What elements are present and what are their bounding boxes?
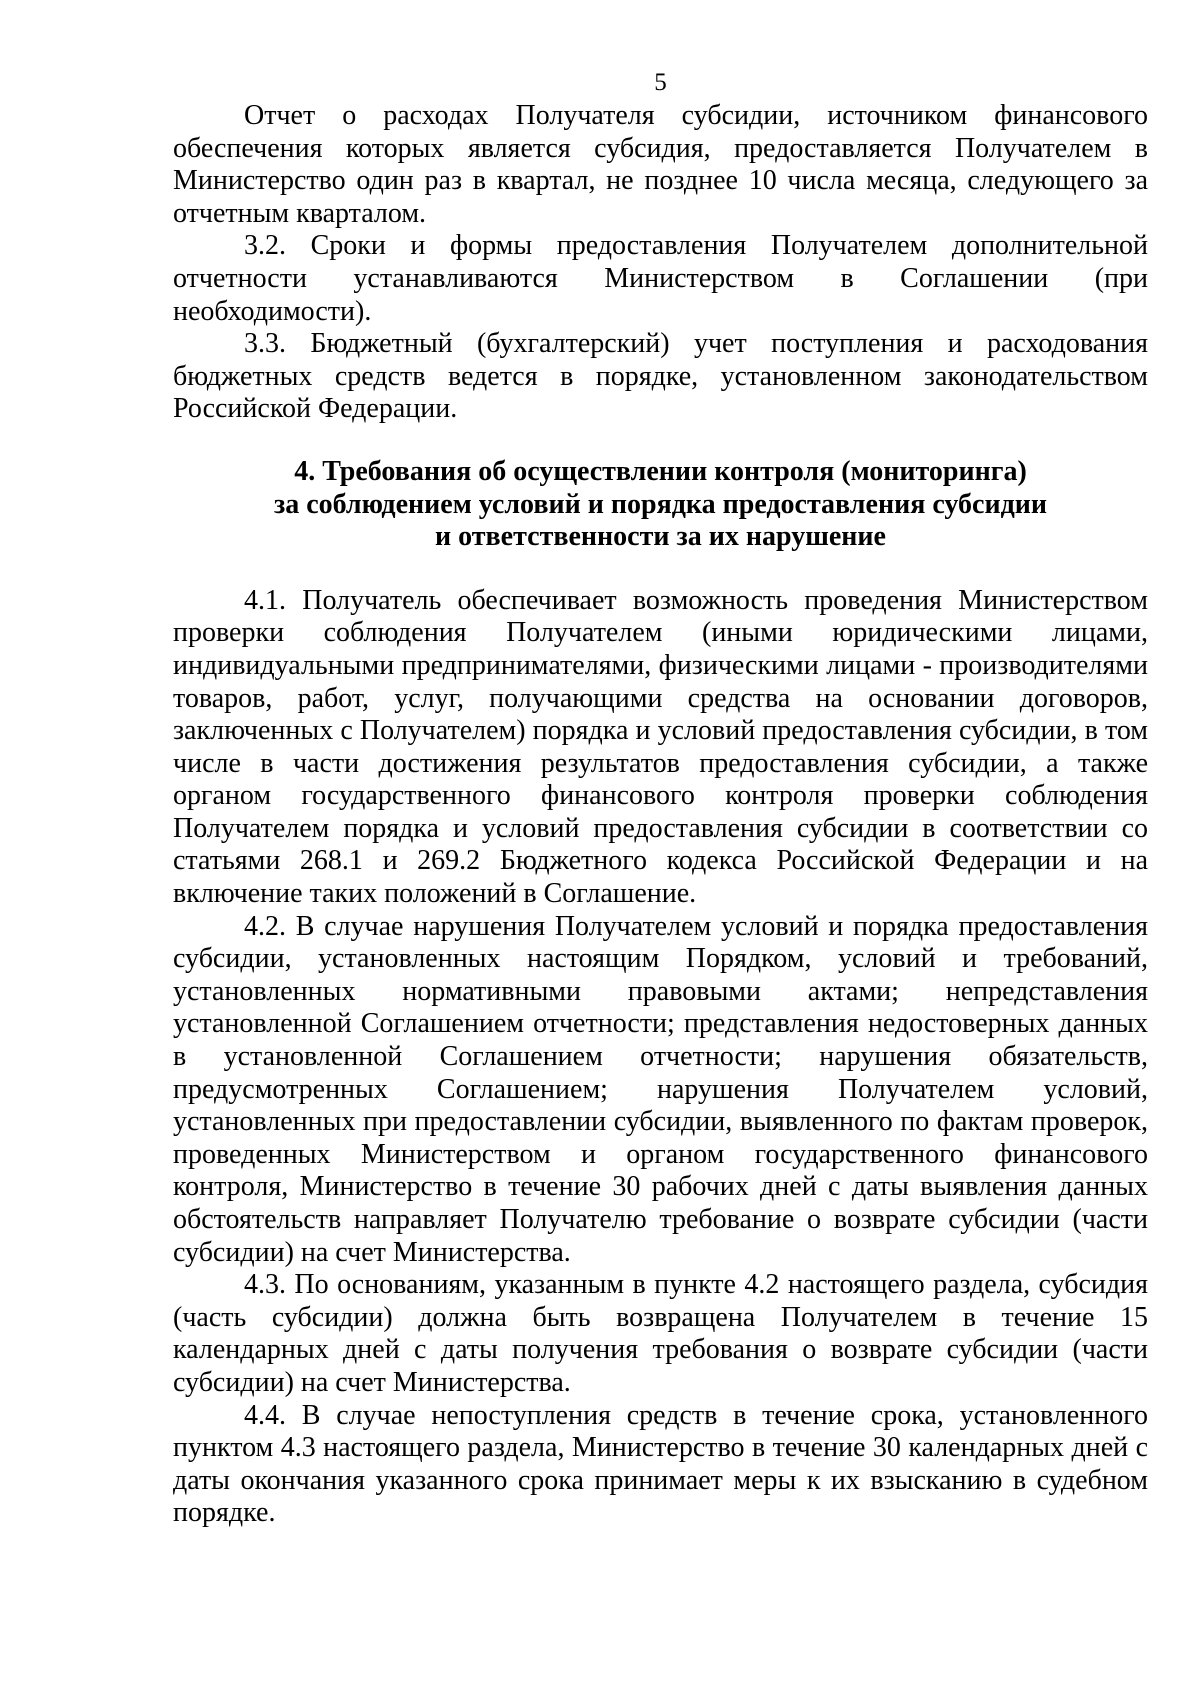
- paragraph-4-3: 4.3. По основаниям, указанным в пункте 4.2 настоящего раздела, субсидия (часть субсидии) должна быть возвращена Получателем в течение 15 календарных дней с даты получения требования о возврате субсидии (части субсидии) на счет Министерства.: [173, 1269, 1148, 1398]
- page-number: 5: [654, 69, 667, 96]
- section-4-heading: [173, 456, 1148, 554]
- paragraph-4-2: 4.2. В случае нарушения Получателем условий и порядка предоставления субсидии, установленных настоящим Порядком, условий и требований, установленных нормативными правовыми актами; непредставления установленной Соглашением отчетности; представления недостоверных данных в установленной Соглашением отчетности; нарушения обязательств, предусмотренных Соглашением; нарушения Получателем условий, установленных при предоставлении субсидии, выявленного по фактам проверок, проведенных Министерством и органом государственного финансового контроля, Министерство в течение 30 рабочих дней с даты выявления данных обстоятельств направляет Получателю требование о возврате субсидии (части субсидии) на счет Министерства.: [173, 910, 1148, 1268]
- paragraph-3-2: 3.2. Сроки и формы предоставления Получателем дополнительной отчетности устанавливаются Министерством в Соглашении (при необходимости).: [173, 230, 1148, 327]
- section-heading-line: 4. Требования об осуществлении контроля (мониторинга): [294, 455, 1027, 487]
- paragraph-4-4: 4.4. В случае непоступления средств в течение срока, установленного пунктом 4.3 настоящего раздела, Министерство в течение 30 календарных дней с даты окончания указанного срока принимает меры к их взысканию в судебном порядке.: [173, 1399, 1148, 1529]
- paragraph-3-3: 3.3. Бюджетный (бухгалтерский) учет поступления и расходования бюджетных средств ведется в порядке, установленном законодательством Российской Федерации.: [173, 328, 1148, 425]
- paragraph-expense-report: Отчет о расходах Получателя субсидии, источником финансового обеспечения которых является субсидия, предоставляется Получателем в Министерство один раз в квартал, не позднее 10 числа месяца, следующего за отчетным кварталом.: [173, 100, 1148, 229]
- section-heading-line: за соблюдением условий и порядка предоставления субсидии: [273, 488, 1048, 520]
- paragraph-4-1: 4.1. Получатель обеспечивает возможность проведения Министерством проверки соблюдения Получателем (иными юридическими лицами, индивидуальными предпринимателями, физическими лицами - производителями товаров, работ, услуг, получающими средства на основании договоров, заключенных с Получателем) порядка и условий предоставления субсидии, в том числе в части достижения результатов предоставления субсидии, а также органом государственного финансового контроля проверки соблюдения Получателем порядка и условий предоставления субсидии в соответствии со статьями 268.1 и 269.2 Бюджетного кодекса Российской Федерации и на включение таких положений в Соглашение.: [173, 584, 1148, 910]
- document-page: [173, 68, 1148, 1530]
- section-heading-line: и ответственности за их нарушение: [435, 521, 886, 553]
